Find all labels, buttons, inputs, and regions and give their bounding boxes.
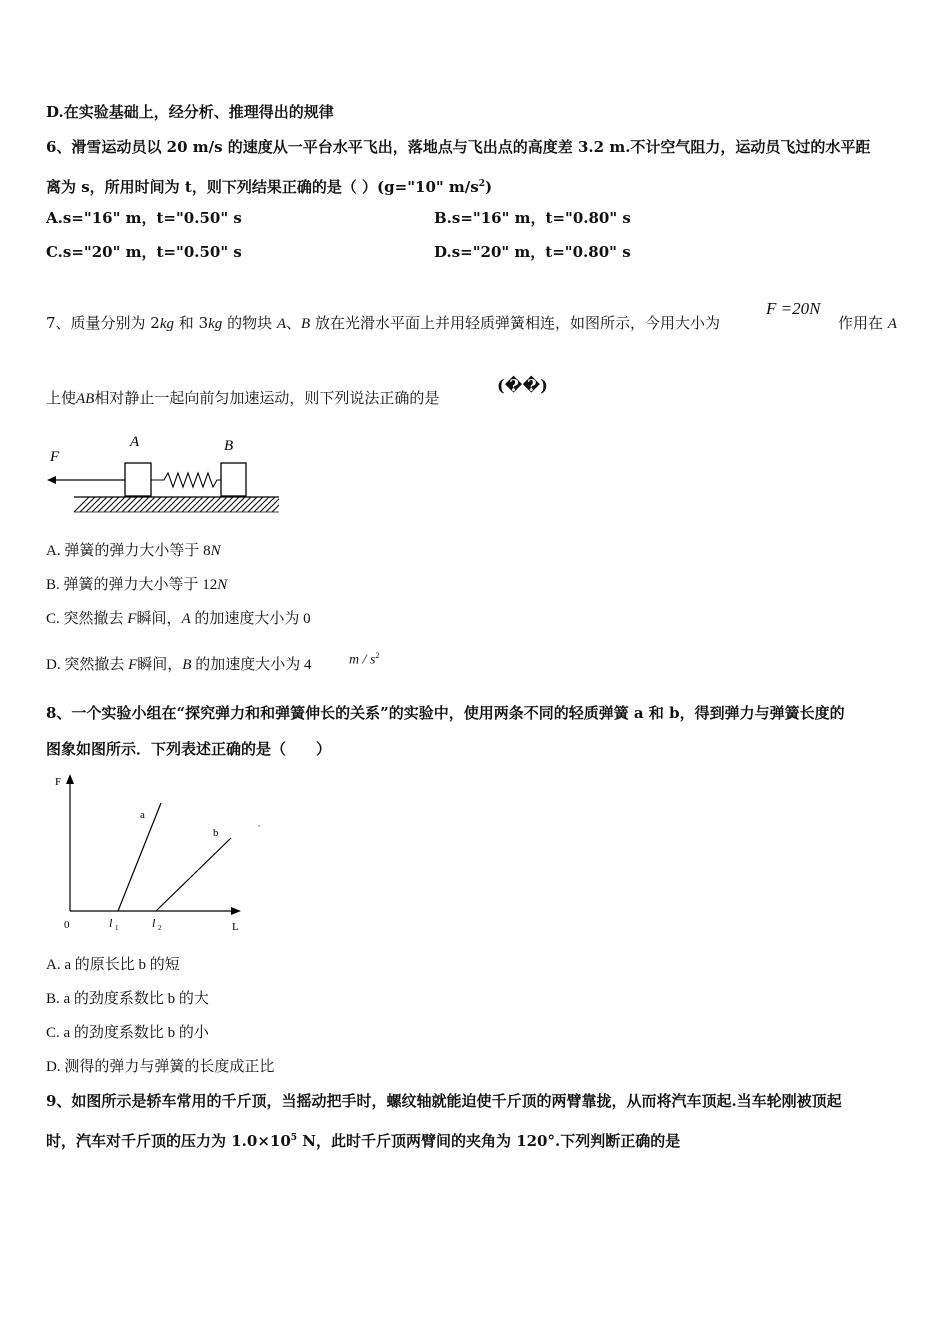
q6-option-c: C.s="20" m，t="0.50" s [46, 243, 242, 261]
q9-stem-line1: 9、如图所示是轿车常用的千斤顶，当摇动把手时，螺纹轴就能迫使千斤顶的两臂靠拢，从而将汽车顶起.当车轮刚被顶起 [46, 1092, 842, 1110]
q7-label-f: F [50, 449, 60, 465]
q6-option-d: D.s="20" m，t="0.80" s [434, 243, 631, 261]
q8-stem-line2: 图象如图所示．下列表述正确的是（ ） [46, 740, 332, 758]
line-a-label: a [140, 809, 145, 821]
spring [151, 473, 221, 487]
q7-label-a: A [130, 434, 140, 450]
x-axis-arrowhead [231, 907, 241, 915]
q7-force-formula: F =20N [766, 299, 821, 318]
q8-force-length-graph [44, 770, 264, 938]
q8-option-d: D. 测得的弹力与弹簧的长度成正比 [46, 1059, 275, 1075]
origin-label: 0 [64, 919, 70, 931]
q6-option-a: A.s="16" m，t="0.50" s [46, 209, 242, 227]
q7-stem-line1: 7、质量分别为 2kg 和 3kg 的物块 A、B 放在光滑水平面上并用轻质弹簧相连，如图所示，今用大小为 [46, 314, 720, 332]
q7-option-b: B. 弹簧的弹力大小等于 12N [46, 577, 228, 593]
force-arrowhead [47, 476, 56, 484]
line-b [156, 838, 231, 911]
q7-stem-line2: 上使AB相对静止一起向前匀加速运动，则下列说法正确的是 [46, 389, 440, 407]
q7-stem-line1-end: 作用在 A [838, 314, 897, 332]
line-b-label: b [213, 827, 219, 839]
y-axis-arrowhead [66, 774, 74, 784]
q6-stem-line2: 离为 s，所用时间为 t，则下列结果正确的是（ ）(g="10" $m/s^2$) [46, 178, 493, 196]
l2-subscript: 2 [158, 924, 162, 932]
q7-option-d-unit: m / $s^2$ [349, 651, 380, 668]
q7-option-d: D. 突然撤去 F瞬间，B 的加速度大小为 4 [46, 657, 312, 673]
q7-option-a: A. 弹簧的弹力大小等于 8N [46, 543, 221, 559]
block-b [221, 463, 246, 496]
q9-stem-line2: 时，汽车对千斤顶的压力为 $1.0\times 10^5$ N，此时千斤顶两臂间的夹角为 120°.下列判断正确的是 [46, 1132, 681, 1150]
q8-stem-line1: 8、一个实验小组在“探究弹力和和弹簧伸长的关系”的实验中，使用两条不同的轻质弹簧 a 和 b，得到弹力与弹簧长度的 [46, 704, 845, 722]
q6-stem-line1: 6、滑雪运动员以 20 m/s 的速度从一平台水平飞出，落地点与飞出点的高度差 3.2 m.不计空气阻力，运动员飞过的水平距 [46, 138, 871, 156]
q8-option-a: A. a 的原长比 b 的短 [46, 957, 180, 973]
q7-option-c: C. 突然撤去 F瞬间，A 的加速度大小为 0 [46, 611, 311, 627]
q8-option-b: B. a 的劲度系数比 b 的大 [46, 991, 209, 1007]
y-axis-label: F [55, 776, 62, 788]
block-a [125, 463, 151, 496]
q6-option-b: B.s="16" m，t="0.80" s [434, 209, 631, 227]
q7-label-b: B [224, 438, 234, 454]
ground-hatch [74, 497, 279, 512]
q5-option-d: D.在实验基础上，经分析、推理得出的规律 [46, 103, 334, 121]
l2-label: l [152, 916, 156, 930]
l1-label: l [109, 916, 113, 930]
x-axis-label: L [232, 921, 239, 933]
q8-option-c: C. a 的劲度系数比 b 的小 [46, 1025, 209, 1041]
l1-subscript: 1 [115, 924, 119, 932]
q7-spring-blocks-figure [44, 428, 284, 516]
q7-stem-paren: (��) [497, 376, 548, 395]
